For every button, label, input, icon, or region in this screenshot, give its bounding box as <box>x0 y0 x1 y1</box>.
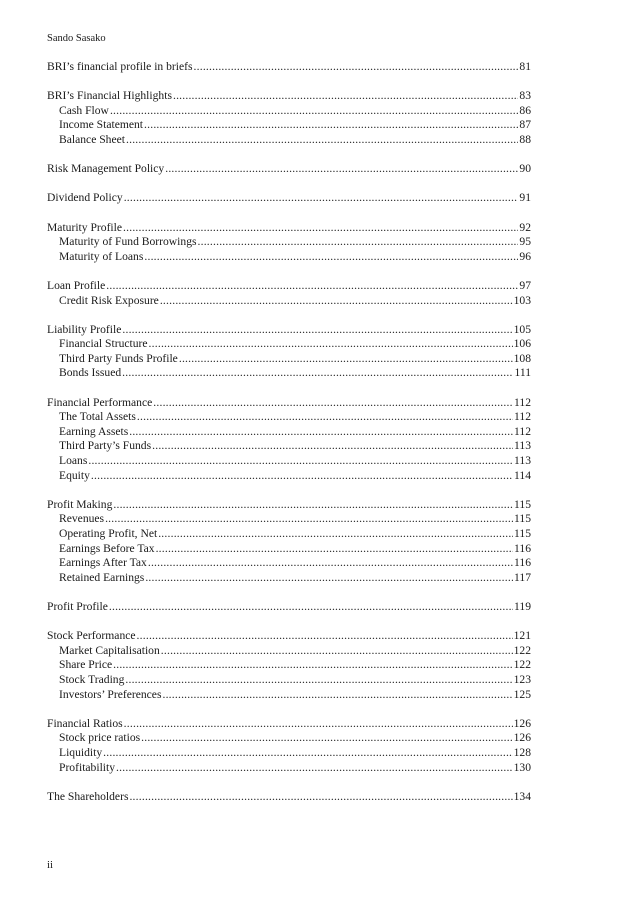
toc-entry-title: Cash Flow <box>59 103 109 117</box>
toc-entry-title: Maturity of Fund Borrowings <box>59 235 197 249</box>
toc-subentry[interactable] <box>47 352 531 367</box>
toc-entry-title: Share Price <box>59 658 113 672</box>
toc-dot-leader <box>161 644 513 659</box>
toc-group <box>47 60 531 75</box>
toc-page-number: 125 <box>513 687 531 701</box>
toc-page-number: 103 <box>513 293 531 307</box>
toc-subentry[interactable] <box>47 746 531 761</box>
toc-page-number: 106 <box>513 337 531 351</box>
toc-group <box>47 221 531 265</box>
toc-dot-leader <box>144 250 518 265</box>
toc-entry-title: Credit Risk Exposure <box>59 293 159 307</box>
toc-subentry[interactable] <box>47 425 531 440</box>
toc-dot-leader <box>103 746 512 761</box>
toc-entry-title: Liquidity <box>59 745 103 759</box>
toc-subentry[interactable] <box>47 761 531 776</box>
toc-subentry[interactable] <box>47 454 531 469</box>
toc-subentry[interactable] <box>47 118 531 133</box>
toc-dot-leader <box>123 221 518 236</box>
toc-page-number: 116 <box>514 541 531 555</box>
toc-entry[interactable] <box>47 629 531 644</box>
toc-group <box>47 89 531 147</box>
toc-dot-leader <box>122 366 513 381</box>
table-of-contents <box>47 60 531 819</box>
toc-entry-title: Financial Ratios <box>47 716 123 730</box>
toc-entry[interactable] <box>47 790 531 805</box>
toc-entry[interactable] <box>47 396 531 411</box>
toc-entry[interactable] <box>47 600 531 615</box>
toc-subentry[interactable] <box>47 104 531 119</box>
toc-entry[interactable] <box>47 191 531 206</box>
toc-entry-title: Risk Management Policy <box>47 162 165 176</box>
toc-entry-title: The Total Assets <box>59 410 136 424</box>
toc-subentry[interactable] <box>47 542 531 557</box>
toc-entry-title: Revenues <box>59 512 105 526</box>
toc-dot-leader <box>137 410 513 425</box>
toc-subentry[interactable] <box>47 644 531 659</box>
toc-entry-title: Earning Assets <box>59 424 129 438</box>
toc-dot-leader <box>125 673 512 688</box>
toc-page-number: 116 <box>514 556 531 570</box>
toc-entry-title: The Shareholders <box>47 789 129 803</box>
toc-page-number: 112 <box>514 410 531 424</box>
toc-group <box>47 191 531 206</box>
toc-entry-title: Stock price ratios <box>59 731 141 745</box>
toc-page-number: 81 <box>519 60 531 73</box>
toc-dot-leader <box>198 235 519 250</box>
toc-dot-leader <box>129 790 512 805</box>
toc-entry[interactable] <box>47 60 531 75</box>
toc-page-number: 112 <box>514 424 531 438</box>
toc-page-number: 114 <box>514 468 531 482</box>
toc-entry-title: Earnings Before Tax <box>59 541 155 555</box>
toc-page-number: 90 <box>519 162 531 176</box>
page-header-author: Sando Sasako <box>47 33 106 44</box>
toc-page-number: 121 <box>513 629 531 643</box>
toc-group <box>47 629 531 702</box>
toc-subentry[interactable] <box>47 658 531 673</box>
toc-dot-leader <box>194 60 519 75</box>
toc-dot-leader <box>141 731 512 746</box>
toc-dot-leader <box>137 629 513 644</box>
toc-entry-title: Market Capitalisation <box>59 643 160 657</box>
toc-entry-title: Stock Performance <box>47 629 136 643</box>
toc-dot-leader <box>156 542 513 557</box>
toc-dot-leader <box>124 717 513 732</box>
toc-entry-title: Financial Structure <box>59 337 148 351</box>
toc-dot-leader <box>113 658 512 673</box>
toc-subentry[interactable] <box>47 366 531 381</box>
toc-dot-leader <box>113 498 513 513</box>
toc-group <box>47 717 531 775</box>
toc-page-number: 126 <box>513 716 531 730</box>
toc-page-number: 115 <box>514 497 531 511</box>
toc-group <box>47 790 531 805</box>
toc-dot-leader <box>160 294 513 309</box>
toc-entry-title: BRI’s financial profile in briefs <box>47 60 193 73</box>
toc-dot-leader <box>109 600 513 615</box>
toc-entry-title: Loan Profile <box>47 278 106 292</box>
toc-entry-title: Liability Profile <box>47 322 122 336</box>
toc-page-number: 122 <box>513 658 531 672</box>
toc-group <box>47 498 531 586</box>
toc-subentry[interactable] <box>47 410 531 425</box>
toc-page-number: 123 <box>513 672 531 686</box>
toc-page-number: 130 <box>513 760 531 774</box>
toc-page-number: 108 <box>513 351 531 365</box>
toc-page-number: 88 <box>519 132 531 146</box>
toc-dot-leader <box>153 396 513 411</box>
toc-entry[interactable] <box>47 279 531 294</box>
toc-entry-title: Maturity of Loans <box>59 249 144 263</box>
toc-entry-title: Profitability <box>59 760 116 774</box>
toc-page-number: 111 <box>514 366 531 380</box>
toc-subentry[interactable] <box>47 250 531 265</box>
toc-subentry[interactable] <box>47 556 531 571</box>
page-number: ii <box>47 859 54 871</box>
toc-subentry[interactable] <box>47 688 531 703</box>
toc-entry-title: Financial Performance <box>47 395 153 409</box>
toc-subentry[interactable] <box>47 439 531 454</box>
toc-dot-leader <box>110 104 518 119</box>
toc-entry-title: Third Party’s Funds <box>59 439 152 453</box>
toc-entry-title: Balance Sheet <box>59 132 125 146</box>
toc-page-number: 83 <box>519 89 531 103</box>
toc-entry-title: Earnings After Tax <box>59 556 147 570</box>
toc-dot-leader <box>116 761 513 776</box>
toc-entry-title: Retained Earnings <box>59 570 145 584</box>
toc-dot-leader <box>91 469 513 484</box>
toc-subentry[interactable] <box>47 731 531 746</box>
toc-page-number: 105 <box>513 322 531 336</box>
toc-dot-leader <box>144 118 518 133</box>
toc-page-number: 87 <box>519 118 531 132</box>
toc-dot-leader <box>124 191 519 206</box>
toc-subentry[interactable] <box>47 673 531 688</box>
toc-entry[interactable] <box>47 323 531 338</box>
toc-entry-title: Third Party Funds Profile <box>59 351 178 365</box>
toc-dot-leader <box>152 439 513 454</box>
toc-page-number: 119 <box>514 599 531 613</box>
toc-page-number: 95 <box>519 235 531 249</box>
toc-entry-title: Equity <box>59 468 90 482</box>
toc-entry[interactable] <box>47 498 531 513</box>
toc-dot-leader <box>158 527 513 542</box>
toc-dot-leader <box>162 688 512 703</box>
toc-page-number: 113 <box>514 454 531 468</box>
toc-group <box>47 162 531 177</box>
toc-page-number: 112 <box>514 395 531 409</box>
toc-subentry[interactable] <box>47 133 531 148</box>
toc-entry-title: BRI’s Financial Highlights <box>47 89 172 103</box>
toc-entry-title: Bonds Issued <box>59 366 122 380</box>
toc-dot-leader <box>106 279 518 294</box>
toc-entry-title: Maturity Profile <box>47 220 123 234</box>
toc-dot-leader <box>165 162 518 177</box>
toc-dot-leader <box>179 352 513 367</box>
toc-entry-title: Profit Profile <box>47 599 108 613</box>
toc-page-number: 113 <box>514 439 531 453</box>
toc-page-number: 122 <box>513 643 531 657</box>
toc-entry-title: Dividend Policy <box>47 191 123 205</box>
toc-group <box>47 600 531 615</box>
toc-page-number: 92 <box>519 220 531 234</box>
toc-page-number: 128 <box>513 745 531 759</box>
toc-subentry[interactable] <box>47 571 531 586</box>
toc-dot-leader <box>148 556 513 571</box>
toc-page-number: 91 <box>519 191 531 205</box>
toc-entry-title: Profit Making <box>47 497 113 511</box>
toc-page-number: 96 <box>519 249 531 263</box>
toc-page-number: 115 <box>514 527 531 540</box>
toc-entry-title: Stock Trading <box>59 672 125 686</box>
toc-dot-leader <box>149 337 513 352</box>
toc-group <box>47 279 531 308</box>
toc-page-number: 117 <box>514 570 531 584</box>
toc-dot-leader <box>105 512 513 527</box>
toc-subentry[interactable] <box>47 512 531 527</box>
toc-subentry[interactable] <box>47 469 531 484</box>
toc-page-number: 115 <box>514 512 531 526</box>
toc-dot-leader <box>126 133 518 148</box>
toc-subentry[interactable] <box>47 235 531 250</box>
toc-entry-title: Investors’ Preferences <box>59 687 162 701</box>
toc-page-number: 97 <box>519 278 531 292</box>
toc-dot-leader <box>173 89 518 104</box>
toc-subentry[interactable] <box>47 337 531 352</box>
toc-entry[interactable] <box>47 717 531 732</box>
toc-group <box>47 396 531 484</box>
toc-page-number: 86 <box>519 103 531 117</box>
toc-dot-leader <box>88 454 513 469</box>
toc-dot-leader <box>122 323 512 338</box>
toc-entry[interactable] <box>47 221 531 236</box>
toc-entry-title: Loans <box>59 454 88 468</box>
toc-entry[interactable] <box>47 89 531 104</box>
toc-entry-title: Income Statement <box>59 118 144 132</box>
toc-page-number: 134 <box>513 789 531 803</box>
toc-entry-title: Operating Profit, Net <box>59 527 158 540</box>
toc-page-number: 126 <box>513 731 531 745</box>
toc-subentry[interactable] <box>47 294 531 309</box>
toc-subentry[interactable] <box>47 527 531 542</box>
toc-dot-leader <box>129 425 513 440</box>
toc-group <box>47 323 531 381</box>
toc-entry[interactable] <box>47 162 531 177</box>
toc-dot-leader <box>145 571 513 586</box>
